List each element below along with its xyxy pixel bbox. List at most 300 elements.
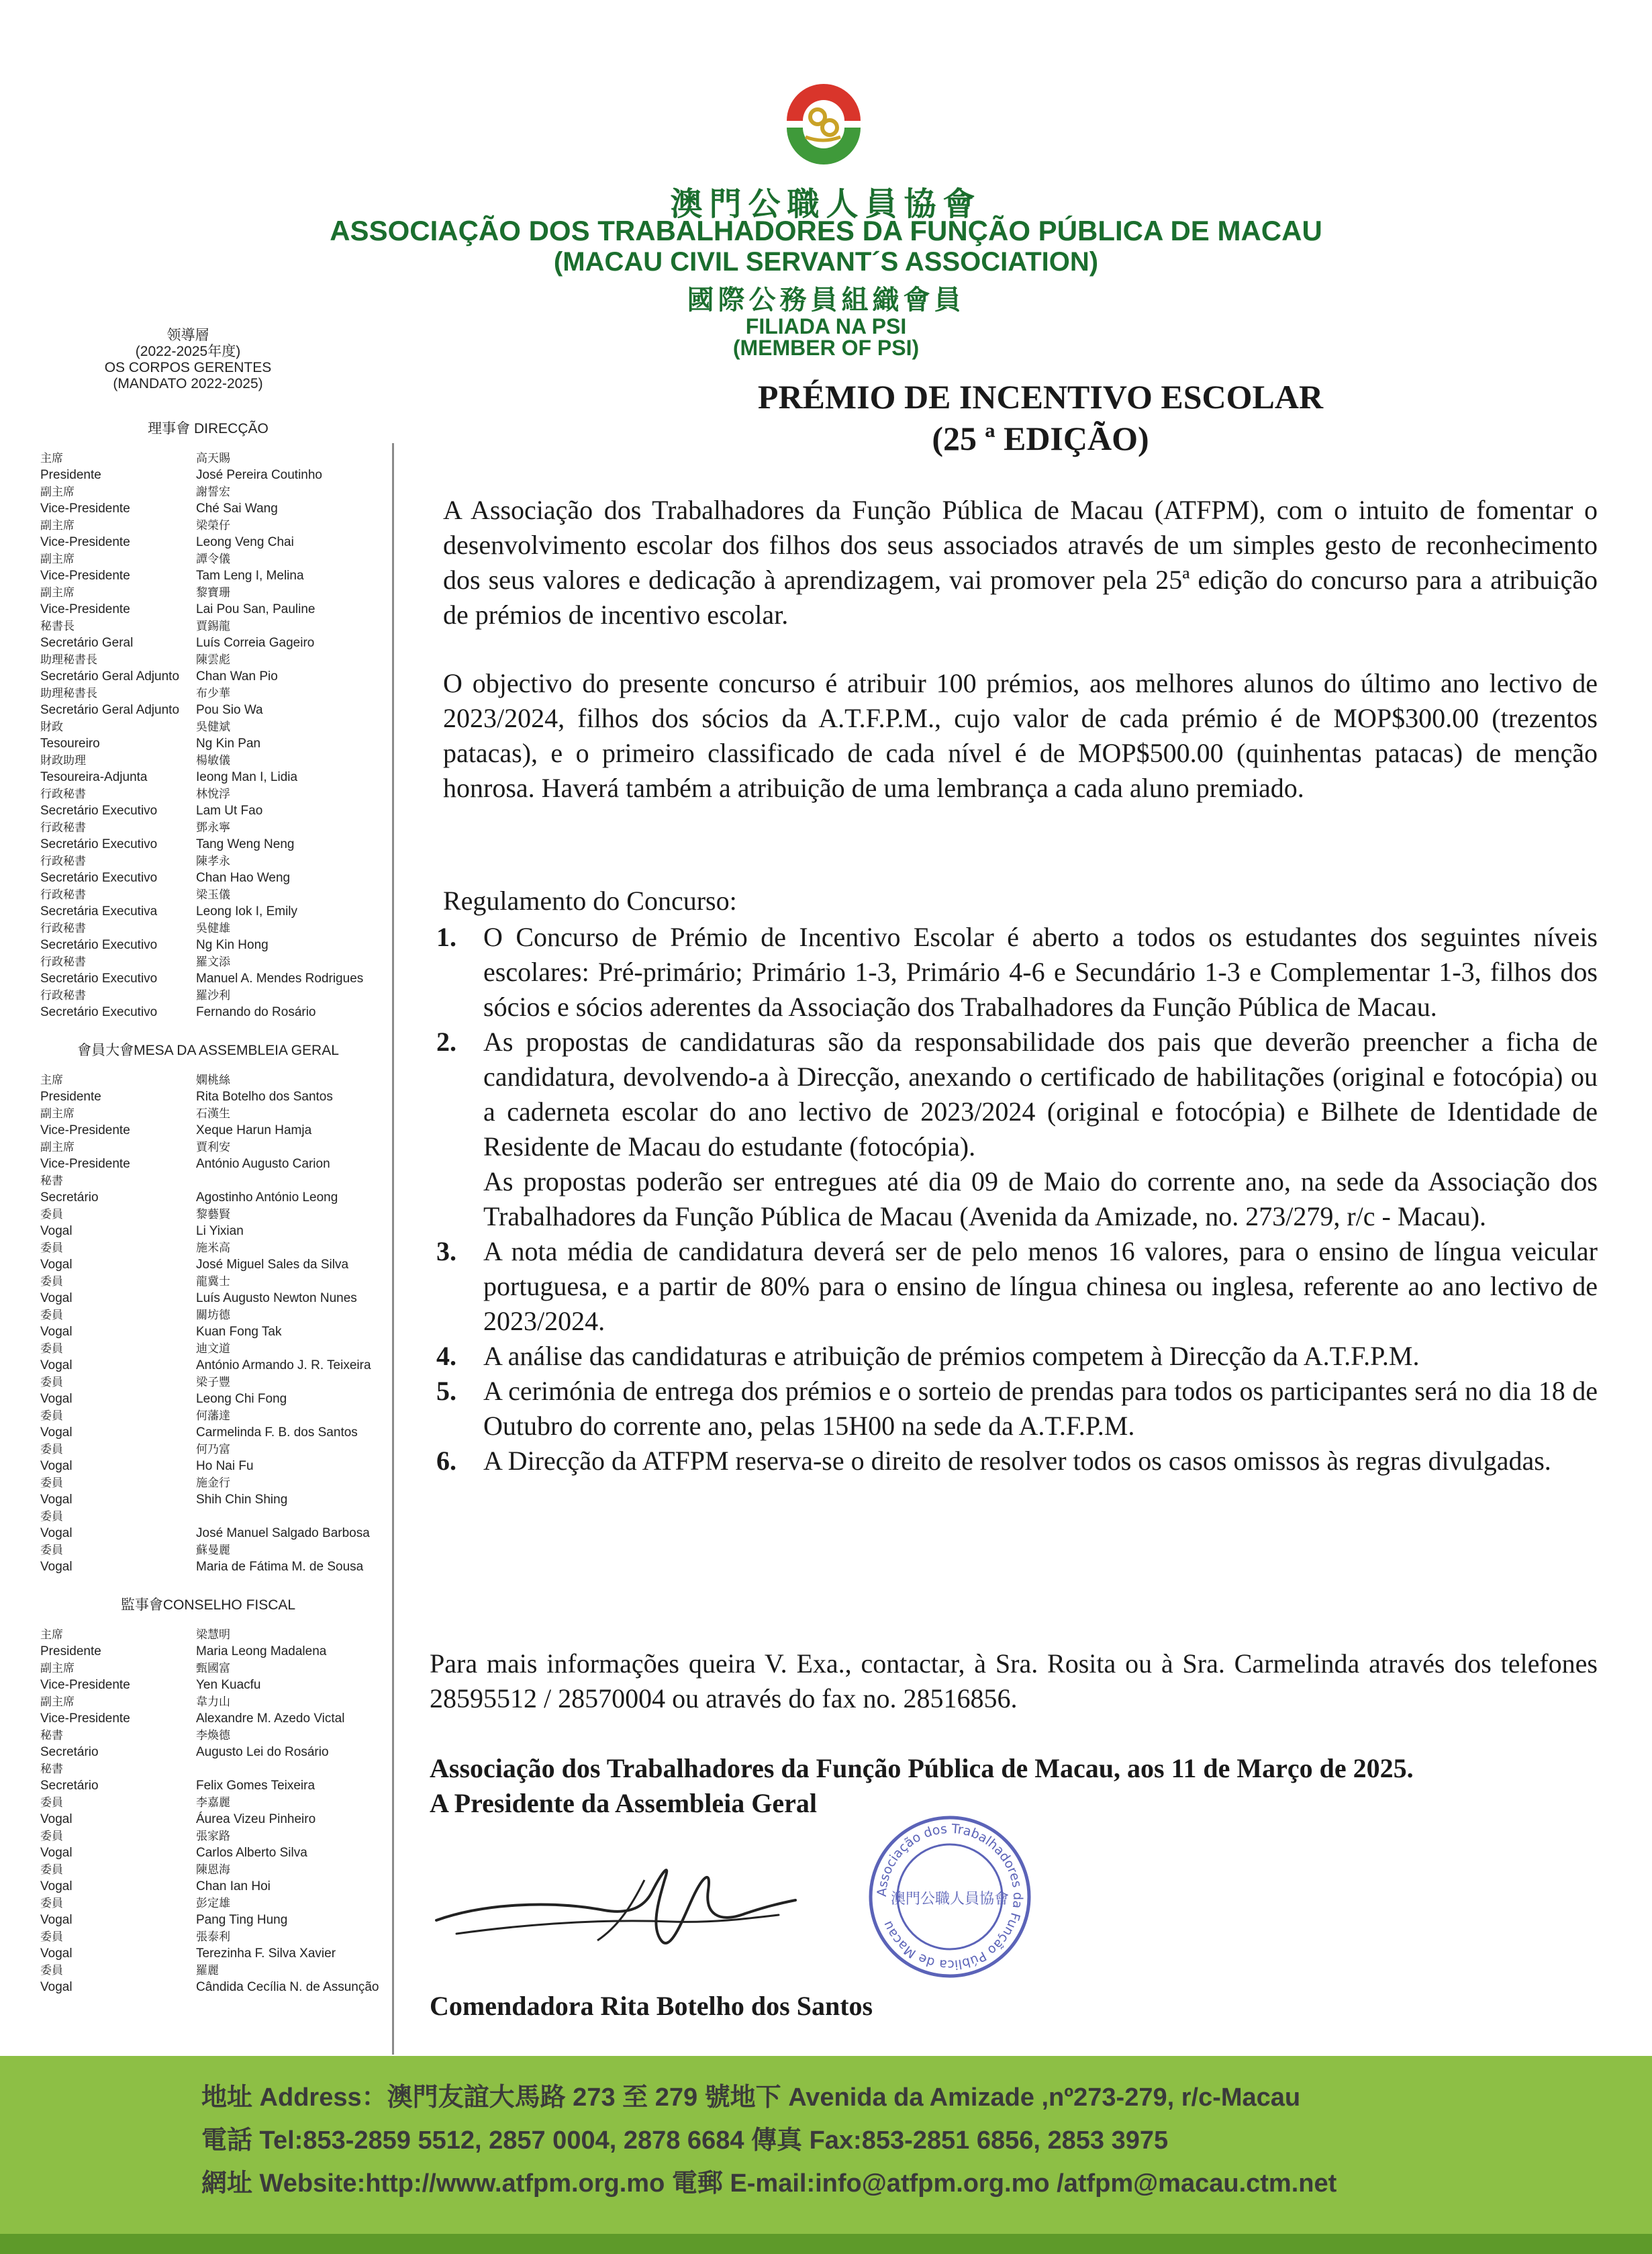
- member-role: Vice-Presidente: [40, 602, 130, 616]
- member-row-cn: [40, 1760, 389, 1777]
- member-name-cn: 賈錫龍: [196, 620, 230, 632]
- member-name-cn: 譚令儀: [196, 553, 230, 565]
- member-role-cn: 委員: [40, 1309, 63, 1321]
- member-row-cn: [40, 1660, 389, 1677]
- member-role: Vogal: [40, 1493, 72, 1507]
- member-role: Tesoureiro: [40, 737, 100, 751]
- member-row-cn: [40, 1895, 389, 1912]
- member-row: [40, 1558, 389, 1575]
- rule-text: A nota média de candidatura deverá ser de pelo menos 16 valores, para o ensino de língua veicular portuguesa, e a partir de 80% para o ensino de língua chinesa ou inglesa, referente ao ano lectivo de 2023/2024.: [483, 1236, 1598, 1336]
- member-row: [40, 1256, 389, 1273]
- member-role-cn: 副主席: [40, 586, 75, 599]
- member-role: Vogal: [40, 1913, 72, 1927]
- member-name: Yen Kuacfu: [196, 1678, 261, 1692]
- member-row-cn: [40, 1340, 389, 1357]
- member-row: [40, 1878, 389, 1895]
- member-row: [40, 1458, 389, 1474]
- member-name-cn: 賈利安: [196, 1141, 230, 1154]
- member-role-cn: 委員: [40, 1930, 63, 1943]
- seal-center-text: 澳門公職人員協會: [890, 1891, 1010, 1908]
- rule-item: [430, 920, 1598, 1025]
- member-role-cn: 秘書: [40, 1763, 63, 1775]
- rule-item: [430, 1374, 1598, 1444]
- rule-text: As propostas de candidaturas são da responsabilidade dos pais que deverão preencher a ficha de candidatura, devolvendo-a à Direcção, anexando o certificado de habilitações (original e fotocópia) ou a caderneta escolar do ano lectivo de 2023/2024 (original e fotocópia) e Bilhete de Identidade de Residente de Macau do estudante (fotocópia).: [483, 1027, 1598, 1162]
- member-name: José Manuel Salgado Barbosa: [196, 1526, 370, 1540]
- member-name-cn: 林悅浮: [196, 788, 230, 800]
- member-role: Secretário Executivo: [40, 938, 158, 952]
- member-row: [40, 735, 389, 752]
- member-name: Ieong Man I, Lidia: [196, 770, 298, 784]
- member-row-cn: [40, 1307, 389, 1323]
- member-row: [40, 1424, 389, 1441]
- member-row-cn: [40, 483, 389, 500]
- psi-member-chinese: 國際公務員組織會員: [687, 285, 965, 315]
- member-row-cn: [40, 718, 389, 735]
- member-name: Carlos Alberto Silva: [196, 1846, 307, 1860]
- member-role: Vogal: [40, 1946, 72, 1961]
- member-role: Vogal: [40, 1526, 72, 1540]
- member-name: José Miguel Sales da Silva: [196, 1258, 349, 1272]
- member-name: Carmelinda F. B. dos Santos: [196, 1425, 358, 1440]
- member-role: Vogal: [40, 1258, 72, 1272]
- member-role-cn: 副主席: [40, 1107, 75, 1120]
- member-role-cn: 秘書: [40, 1174, 63, 1187]
- governing-bodies-sidebar: [40, 328, 389, 2053]
- member-row: [40, 534, 389, 551]
- notice-title: PRÉMIO DE INCENTIVO ESCOLAR: [757, 378, 1324, 416]
- member-role: Presidente: [40, 468, 101, 482]
- rule-item: [430, 1025, 1598, 1164]
- member-row-cn: [40, 551, 389, 567]
- member-role-cn: 委員: [40, 1241, 63, 1254]
- member-role-cn: 行政秘書: [40, 989, 86, 1002]
- member-row-cn: [40, 1072, 389, 1088]
- member-row: [40, 1912, 389, 1928]
- member-name: Leong Chi Fong: [196, 1392, 287, 1406]
- member-role: Secretário: [40, 1779, 99, 1793]
- member-name: Leong Iok I, Emily: [196, 904, 298, 919]
- member-row: [40, 500, 389, 517]
- member-row: [40, 1777, 389, 1794]
- member-name: Chan Ian Hoi: [196, 1879, 271, 1893]
- conselho-title: 監事會CONSELHO FISCAL: [120, 1597, 296, 1613]
- member-name: Li Yixian: [196, 1224, 244, 1238]
- notice-edition: (25 ª EDIÇÃO): [932, 420, 1149, 457]
- member-role-cn: 財政助理: [40, 754, 86, 767]
- member-role-cn: 主席: [40, 452, 63, 465]
- member-role: Secretário Geral Adjunto: [40, 669, 180, 684]
- member-role-cn: 財政: [40, 720, 63, 733]
- member-row-cn: [40, 853, 389, 870]
- direccao-list: [40, 450, 389, 1021]
- member-name: António Armando J. R. Teixeira: [196, 1358, 371, 1372]
- member-name-cn: [196, 1508, 389, 1525]
- member-role: Secretário: [40, 1745, 99, 1759]
- member-row-cn: [40, 1626, 389, 1643]
- rule-item: [430, 1339, 1598, 1374]
- member-row-cn: [40, 1474, 389, 1491]
- member-role: Vogal: [40, 1224, 72, 1238]
- member-row-cn: [40, 920, 389, 937]
- member-row: [40, 870, 389, 886]
- member-role: Secretário: [40, 1190, 99, 1205]
- member-row-cn: [40, 1693, 389, 1710]
- member-name: Xeque Harun Hamja: [196, 1123, 312, 1137]
- member-name: Ho Nai Fu: [196, 1459, 254, 1473]
- member-name: Pou Sio Wa: [196, 703, 263, 717]
- member-name-cn: 鄧永寧: [196, 821, 230, 834]
- member-row-cn: [40, 450, 389, 467]
- member-row: [40, 1223, 389, 1239]
- member-role-cn: 委員: [40, 1510, 63, 1523]
- rule-item: [430, 1234, 1598, 1339]
- member-name-cn: 關坊德: [196, 1309, 230, 1321]
- member-row-cn: [40, 1407, 389, 1424]
- member-role-cn: 副主席: [40, 553, 75, 565]
- member-row-cn: [40, 517, 389, 534]
- member-row-cn: [40, 752, 389, 769]
- rule-number: 2.: [436, 1027, 456, 1057]
- member-role-cn: 委員: [40, 1443, 63, 1456]
- member-role-cn: 委員: [40, 1863, 63, 1876]
- conselho-list: [40, 1626, 389, 1995]
- member-role: Vogal: [40, 1846, 72, 1860]
- member-name: Terezinha F. Silva Xavier: [196, 1946, 336, 1961]
- member-role: Vice-Presidente: [40, 1157, 130, 1171]
- member-row-cn: [40, 819, 389, 836]
- contact-paragraph: Para mais informações queira V. Exa., contactar, à Sra. Rosita ou à Sra. Carmelinda através dos telefones 28595512 / 28570004 ou através do fax no. 28516856.: [430, 1648, 1598, 1713]
- member-name: Ng Kin Hong: [196, 938, 269, 952]
- member-row-cn: [40, 1794, 389, 1811]
- closing-place-date: Associação dos Trabalhadores da Função Pública de Macau, aos 11 de Março de 2025.: [430, 1753, 1414, 1783]
- member-role: Vogal: [40, 1980, 72, 1994]
- member-name-cn: 黎藝賢: [196, 1208, 230, 1221]
- member-role: Vice-Presidente: [40, 535, 130, 549]
- member-name-cn: 迪文道: [196, 1342, 230, 1355]
- member-role-cn: 委員: [40, 1476, 63, 1489]
- member-name-cn: 羅文添: [196, 955, 230, 968]
- rule-text: O Concurso de Prémio de Incentivo Escolar é aberto a todos os estudantes dos seguintes níveis escolares: Pré-primário; Primário 1-3, Primário 4-6 e Secundário 1-3 e Complementar 1-3, filhos dos sócios e sócios aderentes da Associação dos Trabalhadores da Função Pública de Macau.: [483, 922, 1598, 1022]
- rule-text: A cerimónia de entrega dos prémios e o sorteio de prendas para todos os participantes será no dia 18 de Outubro do corrente ano, pelas 15H00 na sede da A.T.F.P.M.: [483, 1376, 1598, 1441]
- signer-name: Comendadora Rita Botelho dos Santos: [430, 1991, 873, 2021]
- member-row-cn: [40, 1828, 389, 1844]
- association-logo: [779, 79, 869, 169]
- footer-bottom-strip: [0, 2234, 1652, 2254]
- member-row: [40, 836, 389, 853]
- regulation-rules: [430, 920, 1598, 1478]
- member-name: Chan Wan Pio: [196, 669, 278, 684]
- rule-number: 3.: [436, 1236, 456, 1266]
- member-row: [40, 1290, 389, 1307]
- member-row-cn: [40, 886, 389, 903]
- org-name-portuguese: ASSOCIAÇÃO DOS TRABALHADORES DA FUNÇÃO PÚBLICA DE MACAU: [330, 215, 1322, 246]
- member-role-cn: 委員: [40, 1208, 63, 1221]
- member-row: [40, 635, 389, 651]
- psi-member-english: (MEMBER OF PSI): [732, 336, 920, 360]
- member-name-cn: 李嘉麗: [196, 1796, 230, 1809]
- member-name: José Pereira Coutinho: [196, 468, 322, 482]
- association-seal: [866, 1813, 1034, 1981]
- seal-ring-text: Associação dos Trabalhadores da Função Pública de Macau: [874, 1821, 1026, 1973]
- member-name-cn: 羅沙利: [196, 989, 230, 1002]
- member-role: Vice-Presidente: [40, 569, 130, 583]
- member-name: Rita Botelho dos Santos: [196, 1090, 333, 1104]
- member-row: [40, 1323, 389, 1340]
- member-row: [40, 1357, 389, 1374]
- member-name: Manuel A. Mendes Rodrigues: [196, 972, 364, 986]
- member-role: Secretário Executivo: [40, 871, 158, 885]
- member-row: [40, 702, 389, 718]
- member-name-cn: 謝誓宏: [196, 485, 230, 498]
- member-name: Shih Chin Shing: [196, 1493, 288, 1507]
- member-role-cn: 秘書: [40, 1729, 63, 1742]
- member-name-cn: 蘇曼麗: [196, 1544, 230, 1556]
- member-row: [40, 1979, 389, 1995]
- footer-address: 地址 Address：澳門友誼大馬路 273 至 279 號地下 Avenida da Amizade ,nº273-279, r/c-Macau: [201, 2083, 1301, 2112]
- closing-signer-role: A Presidente da Assembleia Geral: [430, 1788, 817, 1818]
- member-role-cn: 助理秘書長: [40, 653, 97, 666]
- member-name-cn: [196, 1760, 389, 1777]
- rule-2-submission-note: As propostas poderão ser entregues até dia 09 de Maio do corrente ano, na sede da Associação dos Trabalhadores da Função Pública de Macau (Avenida da Amizade, no. 273/279, r/c - Macau).: [483, 1166, 1598, 1231]
- member-name-cn: 張家路: [196, 1830, 230, 1842]
- member-name-cn: 施金行: [196, 1476, 230, 1489]
- member-role-cn: 行政秘書: [40, 888, 86, 901]
- member-row: [40, 1156, 389, 1172]
- member-role-cn: 委員: [40, 1830, 63, 1842]
- member-name: Fernando do Rosário: [196, 1005, 316, 1019]
- member-name-cn: 楊敏儀: [196, 754, 230, 767]
- member-row: [40, 1004, 389, 1021]
- member-row: [40, 467, 389, 483]
- rule-number: 6.: [436, 1446, 456, 1476]
- rule-text: A Direcção da ATFPM reserva-se o direito de resolver todos os casos omissos às regras divulgadas.: [483, 1446, 1551, 1476]
- member-name: António Augusto Carion: [196, 1157, 330, 1171]
- member-name-cn: 石漢生: [196, 1107, 230, 1120]
- member-role-cn: 委員: [40, 1409, 63, 1422]
- member-row-cn: [40, 1441, 389, 1458]
- member-name: Ng Kin Pan: [196, 737, 261, 751]
- member-name-cn: 布少華: [196, 687, 230, 700]
- rule-number: 5.: [436, 1376, 456, 1406]
- member-role: Vogal: [40, 1291, 72, 1305]
- member-role-cn: 副主席: [40, 485, 75, 498]
- member-name-cn: 梁榮仔: [196, 519, 230, 532]
- member-name: Luís Correia Gageiro: [196, 636, 315, 650]
- member-name-cn: 陳孝永: [196, 855, 230, 867]
- member-row-cn: [40, 1374, 389, 1391]
- member-role-cn: 委員: [40, 1342, 63, 1355]
- member-name: Maria de Fátima M. de Sousa: [196, 1560, 364, 1574]
- member-row: [40, 903, 389, 920]
- member-row: [40, 1391, 389, 1407]
- member-name-cn: 彭定雄: [196, 1897, 230, 1910]
- member-name: Alexandre M. Azedo Victal: [196, 1711, 345, 1726]
- member-row: [40, 668, 389, 685]
- member-name-cn: 黎寶珊: [196, 586, 230, 599]
- member-role: Tesoureira-Adjunta: [40, 770, 148, 784]
- member-role: Vogal: [40, 1560, 72, 1574]
- member-role: Secretário Executivo: [40, 1005, 158, 1019]
- member-name-cn: 嫻桃絲: [196, 1074, 230, 1086]
- member-row: [40, 1525, 389, 1542]
- assembleia-list: [40, 1072, 389, 1575]
- member-row: [40, 1744, 389, 1760]
- member-row: [40, 1945, 389, 1962]
- member-name-cn: 張泰利: [196, 1930, 230, 1943]
- member-name-cn: 梁慧明: [196, 1628, 230, 1641]
- member-name-cn: 吳健斌: [196, 720, 230, 733]
- member-name: Pang Ting Hung: [196, 1913, 288, 1927]
- member-row: [40, 1677, 389, 1693]
- member-name-cn: 龍冀士: [196, 1275, 230, 1288]
- member-row: [40, 1088, 389, 1105]
- member-row: [40, 937, 389, 953]
- member-name: Lai Pou San, Pauline: [196, 602, 315, 616]
- member-role-cn: 委員: [40, 1897, 63, 1910]
- member-row: [40, 769, 389, 786]
- intro-paragraph: A Associação dos Trabalhadores da Função Pública de Macau (ATFPM), com o intuito de fomentar o desenvolvimento escolar dos filhos dos seus associados através de um simples gesto de reconhecimento dos seus valores e dedicação à aprendizagem, vai promover pela 25ª edição do concurso para a atribuição de prémios de incentivo escolar.: [443, 495, 1598, 630]
- member-row-cn: [40, 618, 389, 635]
- member-row-cn: [40, 584, 389, 601]
- member-row-cn: [40, 651, 389, 668]
- member-role: Secretária Executiva: [40, 904, 158, 919]
- rule-item: [430, 1444, 1598, 1478]
- member-name-cn: 何乃富: [196, 1443, 230, 1456]
- member-role: Presidente: [40, 1644, 101, 1658]
- member-role-cn: 委員: [40, 1964, 63, 1977]
- member-role: Secretário Executivo: [40, 972, 158, 986]
- member-role: Vice-Presidente: [40, 1678, 130, 1692]
- member-row: [40, 970, 389, 987]
- member-name: Leong Veng Chai: [196, 535, 294, 549]
- letterhead: [0, 0, 1652, 363]
- sidebar-divider: [392, 443, 394, 2055]
- member-row: [40, 802, 389, 819]
- member-role: Vice-Presidente: [40, 1711, 130, 1726]
- member-row: [40, 1122, 389, 1139]
- member-name: Agostinho António Leong: [196, 1190, 338, 1205]
- member-role: Vogal: [40, 1812, 72, 1826]
- member-row-cn: [40, 1727, 389, 1744]
- member-role: Secretário Geral: [40, 636, 134, 650]
- member-name: Ché Sai Wang: [196, 502, 278, 516]
- member-row-cn: [40, 1239, 389, 1256]
- member-row: [40, 1643, 389, 1660]
- regulation-heading: Regulamento do Concurso:: [443, 886, 737, 916]
- member-role: Vice-Presidente: [40, 1123, 130, 1137]
- member-role: Vogal: [40, 1325, 72, 1339]
- member-row-cn: [40, 1861, 389, 1878]
- member-row-cn: [40, 1105, 389, 1122]
- member-row: [40, 567, 389, 584]
- member-row-cn: [40, 953, 389, 970]
- member-name-cn: 陳雲彪: [196, 653, 230, 666]
- member-role: Vogal: [40, 1879, 72, 1893]
- member-row-cn: [40, 1206, 389, 1223]
- objective-paragraph: O objectivo do presente concurso é atribuir 100 prémios, aos melhores alunos do último ano lectivo de 2023/2024, filhos dos sócios da A.T.F.P.M., cujo valor de cada prémio é de MOP$300.00 (trezentos patacas), e o primeiro classificado de cada nível é de MOP$500.00 (quinhentas patacas) de menção honrosa. Haverá também a atribuição de uma lembrança a cada aluno premiado.: [443, 668, 1598, 803]
- direccao-title: 理事會 DIRECÇÃO: [148, 421, 269, 436]
- member-name: Chan Hao Weng: [196, 871, 291, 885]
- member-role-cn: 秘書長: [40, 620, 75, 632]
- member-role: Vogal: [40, 1459, 72, 1473]
- member-role: Vogal: [40, 1392, 72, 1406]
- member-name-cn: 梁玉儀: [196, 888, 230, 901]
- member-row-cn: [40, 1172, 389, 1189]
- closing-block: [430, 1751, 1598, 1821]
- member-row-cn: [40, 1508, 389, 1525]
- member-row-cn: [40, 1962, 389, 1979]
- member-name: Felix Gomes Teixeira: [196, 1779, 315, 1793]
- member-role-cn: 委員: [40, 1544, 63, 1556]
- member-row: [40, 601, 389, 618]
- member-name: Tang Weng Neng: [196, 837, 295, 851]
- sidebar-heading-years: (2022-2025年度): [135, 344, 241, 359]
- sidebar-heading-pt: OS CORPOS GERENTES: [104, 360, 272, 375]
- member-row-cn: [40, 987, 389, 1004]
- member-row-cn: [40, 1542, 389, 1558]
- member-role-cn: 副主席: [40, 519, 75, 532]
- footer-website-email: 網址 Website:http://www.atfpm.org.mo 電郵 E-mail:info@atfpm.org.mo /atfpm@macau.ctm.net: [201, 2169, 1337, 2198]
- member-row-cn: [40, 1928, 389, 1945]
- member-name: Luís Augusto Newton Nunes: [196, 1291, 357, 1305]
- member-role-cn: 行政秘書: [40, 955, 86, 968]
- member-role-cn: 主席: [40, 1628, 63, 1641]
- member-row: [40, 1710, 389, 1727]
- member-role: Vogal: [40, 1425, 72, 1440]
- member-name-cn: 羅麗: [196, 1964, 219, 1977]
- member-name-cn: 韋力山: [196, 1695, 230, 1708]
- member-name: Áurea Vizeu Pinheiro: [196, 1812, 316, 1826]
- member-role: Presidente: [40, 1090, 101, 1104]
- member-name-cn: 何藩達: [196, 1409, 230, 1422]
- sidebar-heading-cn: 领導層: [166, 328, 209, 343]
- member-role-cn: 委員: [40, 1796, 63, 1809]
- member-name: Augusto Lei do Rosário: [196, 1745, 329, 1759]
- member-row-cn: [40, 786, 389, 802]
- member-role: Secretário Executivo: [40, 804, 158, 818]
- member-name: Tam Leng I, Melina: [196, 569, 304, 583]
- member-row-cn: [40, 1273, 389, 1290]
- footer-phone-fax: 電話 Tel:853-2859 5512, 2857 0004, 2878 6684 傳真 Fax:853-2851 6856, 2853 3975: [201, 2126, 1169, 2155]
- member-name-cn: 高天賜: [196, 452, 230, 465]
- member-role: Secretário Executivo: [40, 837, 158, 851]
- member-role-cn: 委員: [40, 1376, 63, 1389]
- member-name: Maria Leong Madalena: [196, 1644, 327, 1658]
- member-name: Cândida Cecília N. de Assunção: [196, 1980, 379, 1994]
- member-name-cn: 吳健雄: [196, 922, 230, 935]
- member-role: Secretário Geral Adjunto: [40, 703, 180, 717]
- member-role-cn: 行政秘書: [40, 855, 86, 867]
- member-role-cn: 主席: [40, 1074, 63, 1086]
- member-name-cn: 甄國富: [196, 1662, 230, 1675]
- member-name: Kuan Fong Tak: [196, 1325, 282, 1339]
- member-role: Vice-Presidente: [40, 502, 130, 516]
- member-role-cn: 助理秘書長: [40, 687, 97, 700]
- psi-member-portuguese: FILIADA NA PSI: [745, 314, 907, 338]
- org-name-english: (MACAU CIVIL SERVANT´S ASSOCIATION): [553, 247, 1099, 277]
- member-role-cn: 行政秘書: [40, 922, 86, 935]
- member-row: [40, 1844, 389, 1861]
- sidebar-heading-mandate: (MANDATO 2022-2025): [113, 376, 263, 391]
- member-role-cn: 副主席: [40, 1662, 75, 1675]
- member-name-cn: 李煥德: [196, 1729, 230, 1742]
- assembleia-title: 會員大會MESA DA ASSEMBLEIA GERAL: [77, 1043, 339, 1058]
- member-role-cn: 副主席: [40, 1141, 75, 1154]
- member-row-cn: [40, 685, 389, 702]
- member-row: [40, 1189, 389, 1206]
- member-name-cn: 施米高: [196, 1241, 230, 1254]
- org-name-chinese: 澳門公職人員協會: [670, 187, 982, 222]
